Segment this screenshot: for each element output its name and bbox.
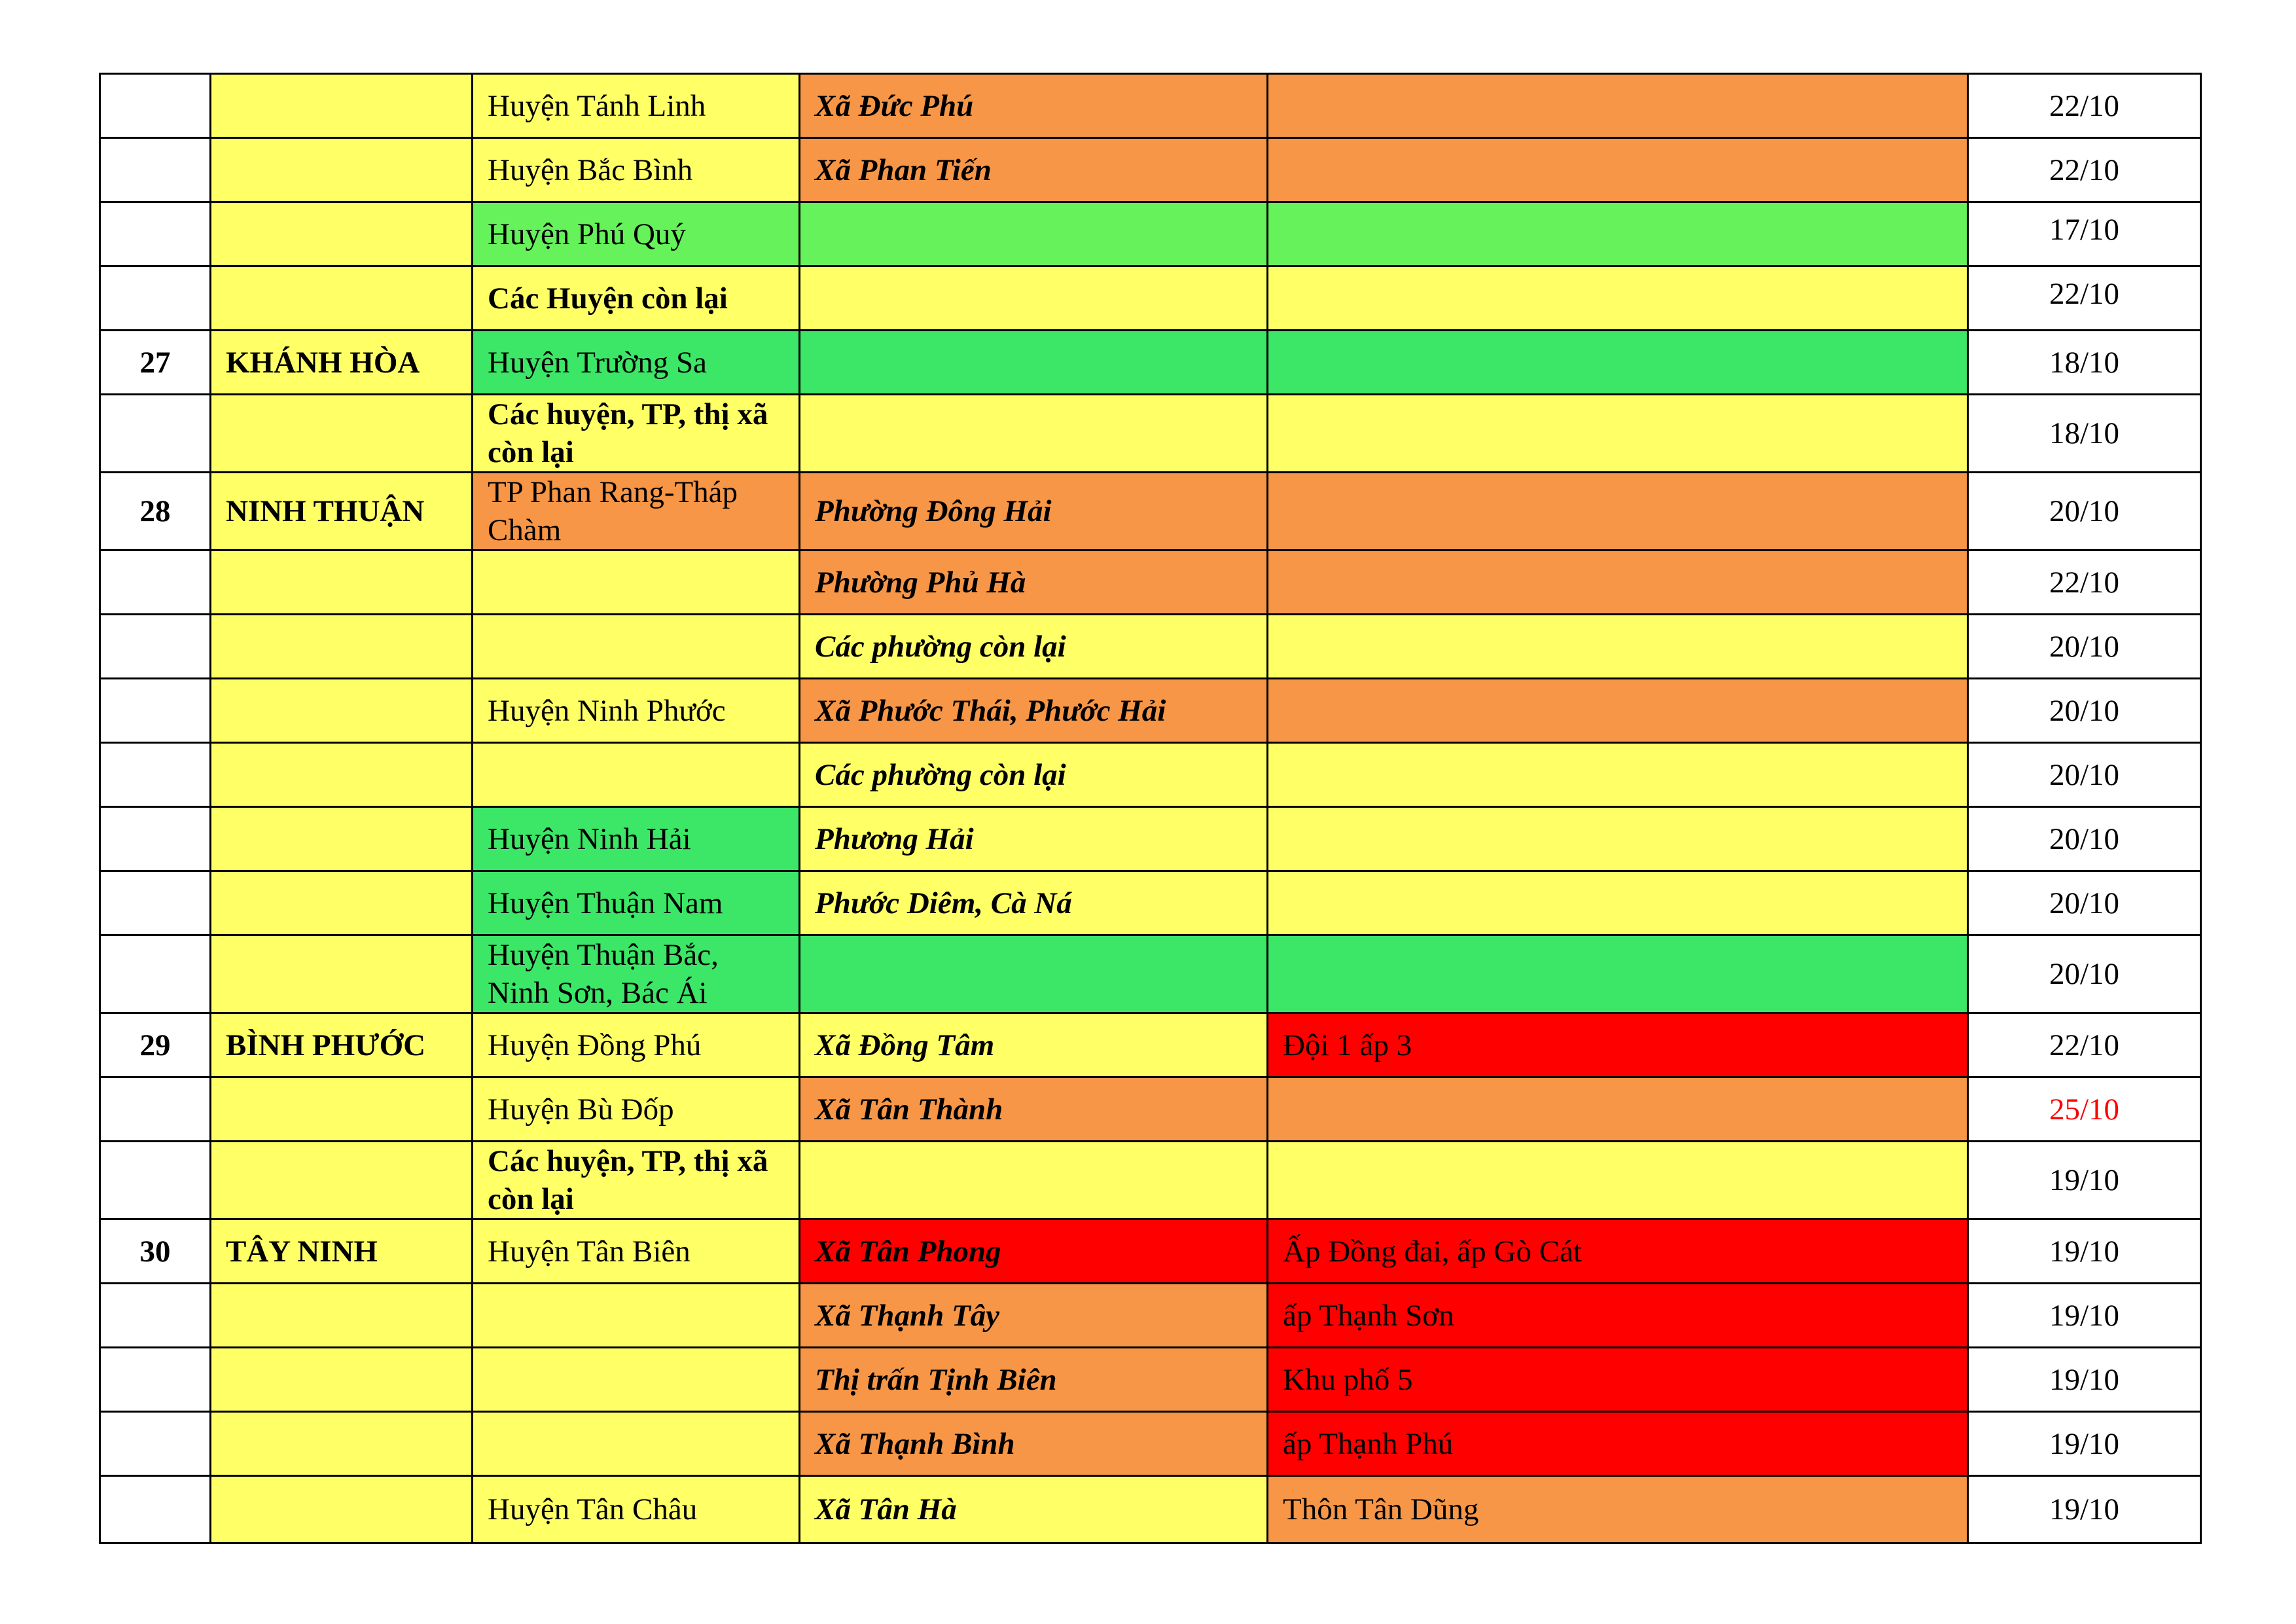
- area-cell: Thôn Tân Dũng: [1268, 1476, 1968, 1543]
- commune-cell: Các phường còn lại: [800, 615, 1268, 679]
- district-cell: Huyện Bắc Bình: [473, 138, 800, 202]
- province-cell: [211, 266, 473, 331]
- province-cell: [211, 138, 473, 202]
- date-cell: 19/10: [1968, 1142, 2201, 1219]
- stt-cell: 28: [100, 473, 211, 550]
- stt-cell: [100, 935, 211, 1013]
- commune-cell: Xã Phước Thái, Phước Hải: [800, 679, 1268, 743]
- area-cell: [1268, 473, 1968, 550]
- area-cell: [1268, 395, 1968, 473]
- stt-cell: [100, 395, 211, 473]
- area-cell: [1268, 202, 1968, 266]
- table-row: [100, 679, 2201, 743]
- date-cell: 22/10: [1968, 1013, 2201, 1077]
- date-cell: 22/10: [1968, 74, 2201, 138]
- commune-cell: [800, 395, 1268, 473]
- table-row: [100, 266, 2201, 331]
- district-cell: [473, 743, 800, 807]
- area-cell: [1268, 615, 1968, 679]
- table-row: [100, 935, 2201, 1013]
- commune-cell: Xã Thạnh Tây: [800, 1284, 1268, 1348]
- table-row: [100, 1348, 2201, 1412]
- commune-cell: Xã Đức Phú: [800, 74, 1268, 138]
- commune-cell: Các phường còn lại: [800, 743, 1268, 807]
- area-cell: Đội 1 ấp 3: [1268, 1013, 1968, 1077]
- table-row: [100, 1077, 2201, 1142]
- province-cell: [211, 679, 473, 743]
- province-cell: [211, 1412, 473, 1476]
- area-cell: ấp Thạnh Sơn: [1268, 1284, 1968, 1348]
- province-cell: [211, 1142, 473, 1219]
- stt-cell: [100, 743, 211, 807]
- table-row: [100, 1013, 2201, 1077]
- date-cell: 18/10: [1968, 395, 2201, 473]
- stt-cell: [100, 1142, 211, 1219]
- commune-cell: [800, 1142, 1268, 1219]
- date-cell: 22/10: [1968, 550, 2201, 615]
- province-cell: [211, 1348, 473, 1412]
- province-cell: TÂY NINH: [211, 1219, 473, 1284]
- district-cell: Huyện Tánh Linh: [473, 74, 800, 138]
- stt-cell: [100, 1077, 211, 1142]
- commune-cell: Xã Tân Hà: [800, 1476, 1268, 1543]
- area-cell: Khu phố 5: [1268, 1348, 1968, 1412]
- district-cell: Các Huyện còn lại: [473, 266, 800, 331]
- table-row: [100, 331, 2201, 395]
- stt-cell: [100, 138, 211, 202]
- province-cell: [211, 395, 473, 473]
- province-cell: [211, 202, 473, 266]
- table-row: [100, 1412, 2201, 1476]
- province-cell: [211, 615, 473, 679]
- province-cell: [211, 1284, 473, 1348]
- area-cell: [1268, 1142, 1968, 1219]
- table-row: [100, 138, 2201, 202]
- date-cell: 25/10: [1968, 1077, 2201, 1142]
- commune-cell: [800, 935, 1268, 1013]
- area-cell: [1268, 807, 1968, 871]
- commune-cell: Xã Tân Phong: [800, 1219, 1268, 1284]
- area-cell: [1268, 935, 1968, 1013]
- province-cell: [211, 807, 473, 871]
- stt-cell: [100, 1476, 211, 1543]
- table-row: [100, 743, 2201, 807]
- area-cell: ấp Thạnh Phú: [1268, 1412, 1968, 1476]
- commune-cell: [800, 202, 1268, 266]
- stt-cell: 30: [100, 1219, 211, 1284]
- date-cell: 19/10: [1968, 1476, 2201, 1543]
- area-cell: [1268, 679, 1968, 743]
- date-cell: 20/10: [1968, 615, 2201, 679]
- date-cell: 18/10: [1968, 331, 2201, 395]
- date-cell: 17/10: [1968, 202, 2201, 266]
- district-cell: Huyện Ninh Hải: [473, 807, 800, 871]
- district-cell: TP Phan Rang-Tháp Chàm: [473, 473, 800, 550]
- area-cell: [1268, 74, 1968, 138]
- commune-cell: Xã Tân Thành: [800, 1077, 1268, 1142]
- district-cell: [473, 550, 800, 615]
- district-cell: Huyện Thuận Nam: [473, 871, 800, 935]
- table-row: [100, 550, 2201, 615]
- district-cell: [473, 615, 800, 679]
- area-cell: [1268, 871, 1968, 935]
- date-cell: 20/10: [1968, 679, 2201, 743]
- commune-cell: Phường Đông Hải: [800, 473, 1268, 550]
- stt-cell: [100, 550, 211, 615]
- area-cell: [1268, 266, 1968, 331]
- table-row: [100, 615, 2201, 679]
- district-cell: [473, 1412, 800, 1476]
- table-row: [100, 395, 2201, 473]
- date-cell: 20/10: [1968, 473, 2201, 550]
- date-cell: 19/10: [1968, 1348, 2201, 1412]
- table-row: [100, 1142, 2201, 1219]
- date-cell: 19/10: [1968, 1412, 2201, 1476]
- province-cell: [211, 743, 473, 807]
- commune-cell: [800, 266, 1268, 331]
- table-row: [100, 807, 2201, 871]
- stt-cell: [100, 1284, 211, 1348]
- date-cell: 20/10: [1968, 935, 2201, 1013]
- date-cell: 19/10: [1968, 1284, 2201, 1348]
- province-cell: KHÁNH HÒA: [211, 331, 473, 395]
- province-cell: [211, 1077, 473, 1142]
- area-cell: [1268, 1077, 1968, 1142]
- province-cell: [211, 1476, 473, 1543]
- stt-cell: [100, 266, 211, 331]
- area-cell: [1268, 743, 1968, 807]
- date-cell: 22/10: [1968, 266, 2201, 331]
- table-row: [100, 74, 2201, 138]
- district-cell: [473, 1284, 800, 1348]
- district-cell: Huyện Phú Quý: [473, 202, 800, 266]
- date-cell: 19/10: [1968, 1219, 2201, 1284]
- table-row: [100, 871, 2201, 935]
- date-cell: 20/10: [1968, 807, 2201, 871]
- table-row: [100, 1476, 2201, 1543]
- date-cell: 20/10: [1968, 871, 2201, 935]
- stt-cell: [100, 679, 211, 743]
- stt-cell: [100, 615, 211, 679]
- stt-cell: [100, 202, 211, 266]
- stt-cell: [100, 1348, 211, 1412]
- province-cell: NINH THUẬN: [211, 473, 473, 550]
- district-cell: Huyện Đồng Phú: [473, 1013, 800, 1077]
- table-row: [100, 1219, 2201, 1284]
- area-cell: [1268, 331, 1968, 395]
- stt-cell: 29: [100, 1013, 211, 1077]
- area-cell: [1268, 550, 1968, 615]
- date-cell: 22/10: [1968, 138, 2201, 202]
- commune-cell: Xã Thạnh Bình: [800, 1412, 1268, 1476]
- commune-cell: Phương Hải: [800, 807, 1268, 871]
- commune-cell: Phường Phủ Hà: [800, 550, 1268, 615]
- district-cell: Huyện Tân Châu: [473, 1476, 800, 1543]
- district-cell: Các huyện, TP, thị xã còn lại: [473, 395, 800, 473]
- table-row: [100, 473, 2201, 550]
- province-cell: [211, 550, 473, 615]
- district-cell: Huyện Trường Sa: [473, 331, 800, 395]
- stt-cell: [100, 807, 211, 871]
- table-row: [100, 1284, 2201, 1348]
- district-cell: Các huyện, TP, thị xã còn lại: [473, 1142, 800, 1219]
- stt-cell: [100, 1412, 211, 1476]
- district-cell: Huyện Thuận Bắc, Ninh Sơn, Bác Ái: [473, 935, 800, 1013]
- district-cell: Huyện Tân Biên: [473, 1219, 800, 1284]
- stt-cell: [100, 74, 211, 138]
- commune-cell: Xã Phan Tiến: [800, 138, 1268, 202]
- district-cell: Huyện Bù Đốp: [473, 1077, 800, 1142]
- commune-cell: Xã Đồng Tâm: [800, 1013, 1268, 1077]
- province-cell: [211, 74, 473, 138]
- province-cell: BÌNH PHƯỚC: [211, 1013, 473, 1077]
- date-cell: 20/10: [1968, 743, 2201, 807]
- covid-zone-table: [99, 73, 2202, 1544]
- area-cell: [1268, 138, 1968, 202]
- commune-cell: [800, 331, 1268, 395]
- area-cell: Ấp Đồng đai, ấp Gò Cát: [1268, 1219, 1968, 1284]
- stt-cell: 27: [100, 331, 211, 395]
- district-cell: Huyện Ninh Phước: [473, 679, 800, 743]
- table-row: [100, 202, 2201, 266]
- commune-cell: Phước Diêm, Cà Ná: [800, 871, 1268, 935]
- province-cell: [211, 871, 473, 935]
- commune-cell: Thị trấn Tịnh Biên: [800, 1348, 1268, 1412]
- district-cell: [473, 1348, 800, 1412]
- province-cell: [211, 935, 473, 1013]
- stt-cell: [100, 871, 211, 935]
